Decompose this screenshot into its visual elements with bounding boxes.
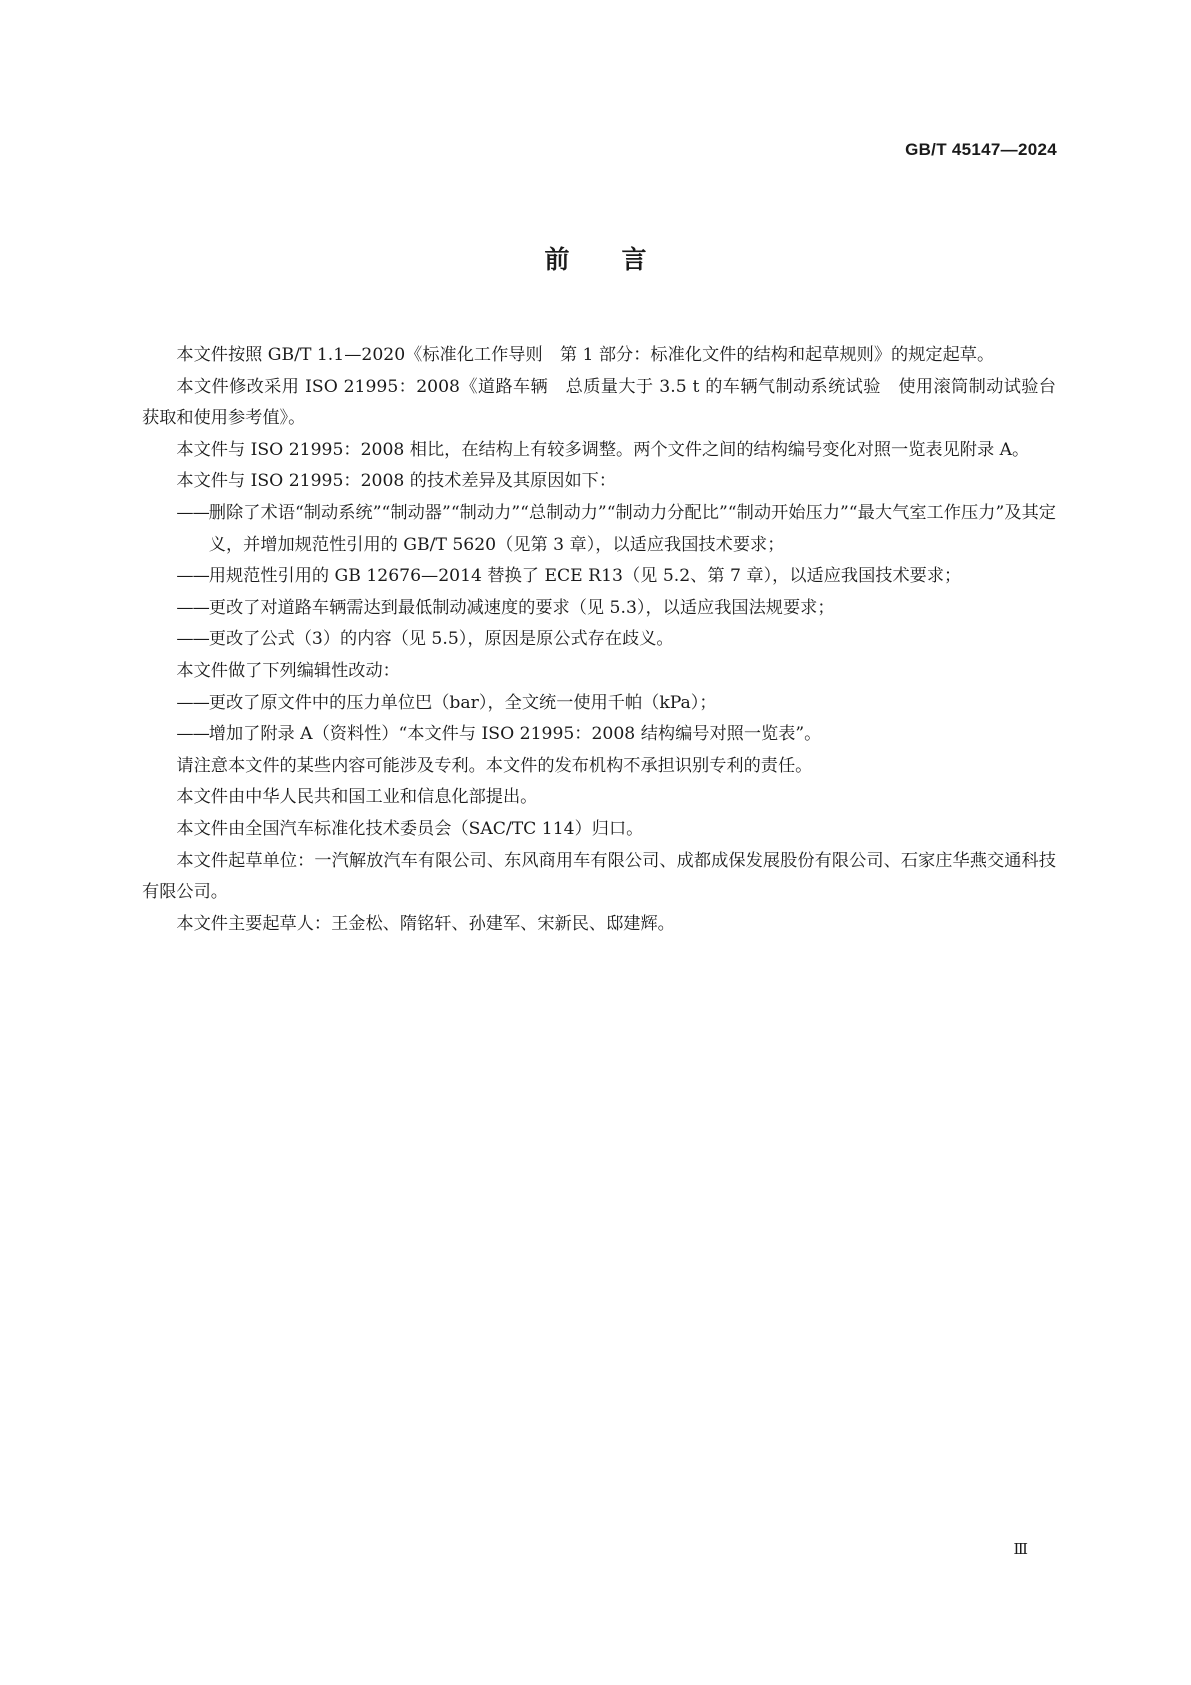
- paragraph: 本文件由全国汽车标准化技术委员会（SAC/TC 114）归口。: [176, 818, 644, 839]
- paragraph: 本文件主要起草人：王金松、隋铭轩、孙建军、宋新民、邸建辉。: [176, 913, 675, 934]
- page-title: 前言: [544, 245, 699, 274]
- list-item-text: 更改了对道路车辆需达到最低制动减速度的要求（见 5.3），以适应我国法规要求；: [208, 597, 835, 618]
- list-item-text: 更改了公式（3）的内容（见 5.5），原因是原公式存在歧义。: [208, 629, 674, 650]
- paragraph: 本文件修改采用 ISO 21995：2008《道路车辆 总质量大于 3.5 t 的车辆气制动系统试验 使用滚筒制动试验台获取和使用参考值》。: [142, 376, 1056, 429]
- paragraph: 本文件按照 GB/T 1.1—2020《标准化工作导则 第 1 部分：标准化文件的结构和起草规则》的规定起草。: [176, 345, 995, 365]
- dash-marker: ——: [176, 724, 209, 745]
- paragraph: 本文件做了下列编辑性改动：: [176, 660, 400, 681]
- foreword-body: [142, 340, 1056, 940]
- list-item: [142, 593, 1056, 625]
- dash-marker: ——: [176, 566, 209, 587]
- list-item: [142, 688, 1056, 720]
- list-item-text: 用规范性引用的 GB 12676—2014 替换了 ECE R13（见 5.2、第 7 章），以适应我国技术要求；: [208, 566, 962, 587]
- page-number: Ⅲ: [1013, 1542, 1028, 1558]
- list-item-text: 更改了原文件中的压力单位巴（bar），全文统一使用千帕（kPa）；: [208, 692, 717, 713]
- list-item: [142, 498, 1056, 561]
- standard-number: GB/T 45147—2024: [905, 140, 1057, 159]
- dash-marker: ——: [176, 692, 209, 713]
- paragraph: 请注意本文件的某些内容可能涉及专利。本文件的发布机构不承担识别专利的责任。: [176, 755, 813, 776]
- list-item-text: 增加了附录 A（资料性）“本文件与 ISO 21995：2008 结构编号对照一览表”。: [208, 724, 822, 745]
- dash-marker: ——: [176, 502, 209, 523]
- dash-marker: ——: [176, 597, 209, 618]
- list-item: [142, 719, 1056, 751]
- paragraph: 本文件起草单位：一汽解放汽车有限公司、东风商用车有限公司、成都成保发展股份有限公司、石家庄华燕交通科技有限公司。: [142, 850, 1056, 903]
- list-item: [142, 624, 1056, 656]
- paragraph: 本文件与 ISO 21995：2008 的技术差异及其原因如下：: [176, 471, 617, 492]
- paragraph: 本文件由中华人民共和国工业和信息化部提出。: [176, 787, 538, 808]
- list-item-text: 删除了术语“制动系统”“制动器”“制动力”“总制动力”“制动力分配比”“制动开始压力”“最大气室工作压力”及其定义，并增加规范性引用的 GB/T 5620（见第 3 章），以适应我国技术要求；: [208, 502, 1056, 555]
- list-item: [142, 561, 1056, 593]
- dash-marker: ——: [176, 629, 209, 650]
- paragraph: 本文件与 ISO 21995：2008 相比，在结构上有较多调整。两个文件之间的结构编号变化对照一览表见附录 A。: [176, 439, 1030, 460]
